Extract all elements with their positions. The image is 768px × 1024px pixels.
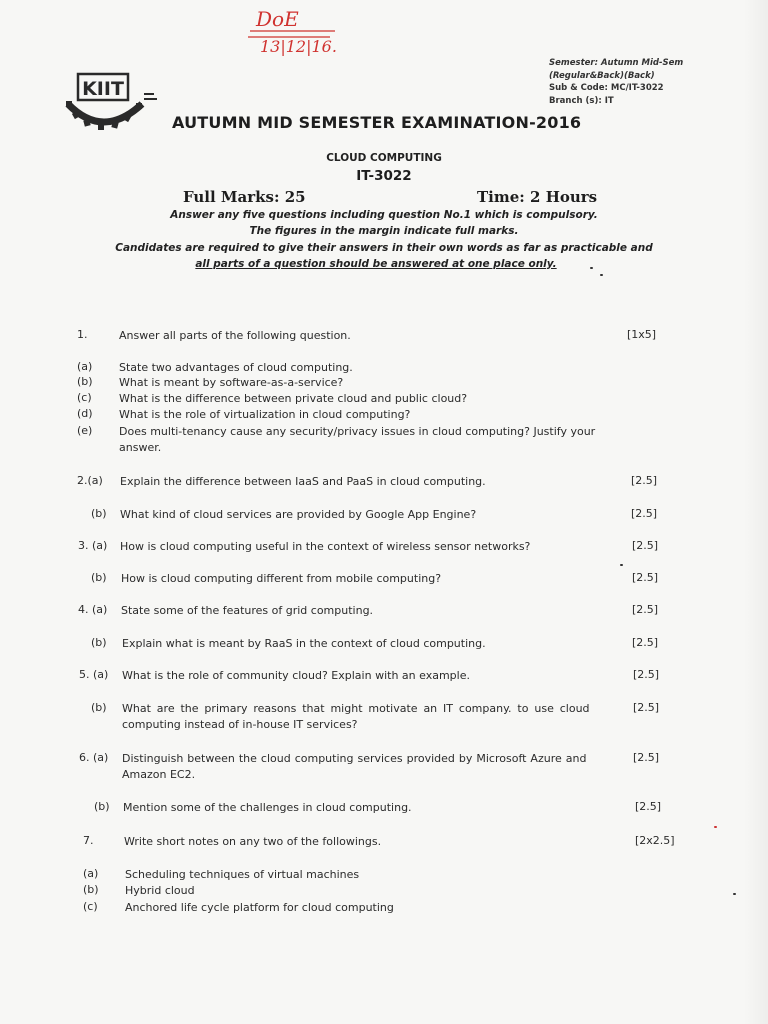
subpart-label: (b) [77, 375, 93, 388]
scan-speck [620, 564, 623, 566]
question-marks: [2.5] [633, 701, 660, 714]
question-text: Write short notes on any two of the followings. [124, 835, 382, 848]
meta-type: (Regular&Back)(Back) [549, 70, 655, 81]
question-marks: [2.5] [632, 571, 659, 584]
question-number: 4. (a) [78, 603, 108, 616]
subpart-label: (c) [83, 900, 98, 913]
question-text-continued: computing instead of in-house IT services? [122, 718, 358, 731]
instruction-line-3: Candidates are required to give their answers in their own words as far as practicable and [115, 242, 653, 254]
subpart-text: Hybrid cloud [125, 884, 195, 897]
subject-name: CLOUD COMPUTING [326, 152, 442, 164]
logo-text: KIIT [82, 78, 124, 100]
question-number: (b) [91, 571, 107, 584]
question-marks: [2.5] [631, 507, 658, 520]
question-marks: [2.5] [633, 668, 660, 681]
question-number: (b) [91, 636, 107, 649]
question-marks: [2x2.5] [635, 834, 675, 847]
question-text: What is the role of community cloud? Explain with an example. [122, 669, 470, 682]
scan-edge-shadow [744, 0, 768, 1024]
question-text: What are the primary reasons that might motivate an IT company. to use cloud [122, 702, 590, 715]
course-code: IT-3022 [356, 168, 412, 184]
subpart-text: Scheduling techniques of virtual machines [125, 868, 360, 881]
question-text-continued: Amazon EC2. [122, 768, 196, 781]
instruction-line-4 [0, 258, 760, 270]
subpart-label: (a) [77, 360, 93, 373]
exam-title: AUTUMN MID SEMESTER EXAMINATION-2016 [172, 113, 582, 132]
question-text: How is cloud computing useful in the context of wireless sensor networks? [120, 540, 531, 553]
question-marks: [2.5] [633, 751, 660, 764]
scan-speck [714, 826, 717, 828]
scan-speck [590, 267, 593, 269]
subpart-text: What is the difference between private cloud and public cloud? [119, 392, 468, 405]
subpart-text-continued: answer. [119, 441, 162, 454]
subpart-text: What is meant by software-as-a-service? [119, 376, 344, 389]
subpart-text: Does multi-tenancy cause any security/privacy issues in cloud computing? Justify your [119, 425, 596, 438]
question-number: (b) [91, 701, 107, 714]
question-text: Explain what is meant by RaaS in the context of cloud computing. [122, 637, 486, 650]
subpart-label: (c) [77, 391, 92, 404]
subpart-text: State two advantages of cloud computing. [119, 361, 353, 374]
scan-speck [600, 274, 603, 276]
question-number: 1. [77, 328, 88, 341]
question-text: What kind of cloud services are provided by Google App Engine? [120, 508, 477, 521]
question-marks: [2.5] [631, 474, 658, 487]
question-text: Distinguish between the cloud computing services provided by Microsoft Azure and [122, 752, 587, 765]
meta-branch: Branch (s): IT [549, 95, 614, 106]
subpart-label: (d) [77, 407, 93, 420]
kiit-logo [60, 70, 160, 132]
question-number: 7. [83, 834, 94, 847]
handwritten-line-1: DoE [256, 7, 299, 31]
question-marks: [2.5] [632, 539, 659, 552]
question-number: (b) [94, 800, 110, 813]
subpart-label: (b) [83, 883, 99, 896]
subpart-label: (a) [83, 867, 99, 880]
instruction-line-2: The figures in the margin indicate full marks. [249, 225, 519, 237]
instruction-line-1: Answer any five questions including question No.1 which is compulsory. [170, 209, 598, 221]
meta-sub-code: Sub & Code: MC/IT-3022 [549, 83, 664, 93]
exam-time: Time: 2 Hours [477, 188, 598, 206]
question-number: 6. (a) [79, 751, 109, 764]
question-number: 3. (a) [78, 539, 108, 552]
question-text: State some of the features of grid computing. [121, 604, 374, 617]
full-marks: Full Marks: 25 [183, 188, 306, 206]
question-marks: [2.5] [632, 603, 659, 616]
subpart-text: What is the role of virtualization in cloud computing? [119, 408, 411, 421]
question-number: 5. (a) [79, 668, 109, 681]
subpart-text: Anchored life cycle platform for cloud computing [125, 901, 394, 914]
exam-meta [549, 57, 683, 107]
question-marks: [2.5] [632, 636, 659, 649]
subpart-label: (e) [77, 424, 93, 437]
question-marks: [1x5] [627, 328, 657, 341]
instruction-line-4-text: all parts of a question should be answered at one place only. [195, 258, 557, 270]
handwritten-date-note [240, 4, 390, 56]
handwritten-line-2: 13|12|16. [260, 37, 337, 56]
question-text: Explain the difference between IaaS and PaaS in cloud computing. [120, 475, 486, 488]
question-marks: [2.5] [635, 800, 662, 813]
meta-semester: Semester: Autumn Mid-Sem [549, 58, 684, 68]
question-number: (b) [91, 507, 107, 520]
question-text: Mention some of the challenges in cloud computing. [123, 801, 412, 814]
question-text: How is cloud computing different from mobile computing? [121, 572, 442, 585]
question-number: 2.(a) [77, 474, 103, 487]
scan-speck [733, 893, 736, 895]
question-text: Answer all parts of the following question. [119, 329, 351, 342]
